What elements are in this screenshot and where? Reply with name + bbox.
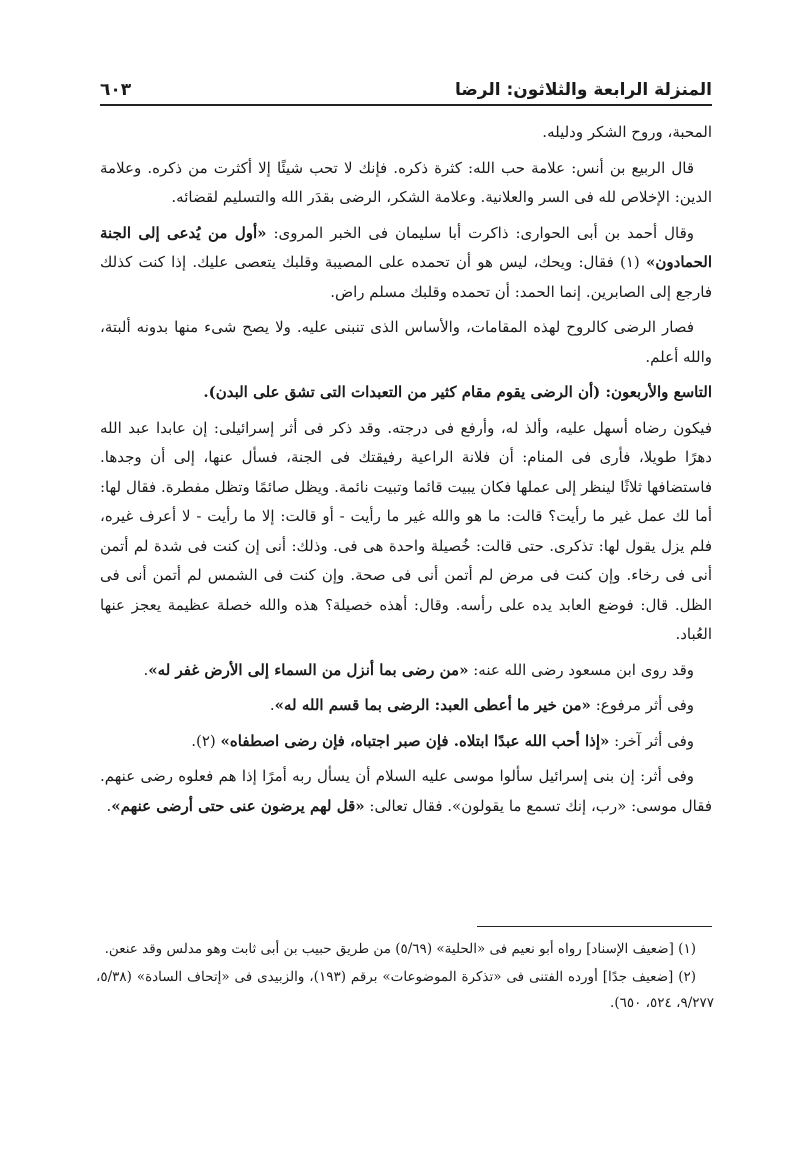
footnote-divider xyxy=(477,926,712,927)
hadith-quote: «من رضى بما أنزل من السماء إلى الأرض غفر له» xyxy=(148,660,469,679)
page-number: ٦٠٣ xyxy=(100,80,132,100)
section-heading xyxy=(100,378,712,408)
hadith-quote: «إذا أحب الله عبدًا ابتلاه. فإن صبر اجتباه، فإن رضى اصطفاه» xyxy=(220,731,610,750)
paragraph xyxy=(100,691,712,721)
paragraph xyxy=(100,219,712,308)
paragraph-text: فصار الرضى كالروح لهذه المقامات، والأساس الذى تنبنى عليه. ولا يصح شىء منها بدونه ألبتة، والله أعلم. xyxy=(100,318,712,366)
paragraph-lead: وفى أثر مرفوع: xyxy=(590,696,694,714)
paragraph xyxy=(100,762,712,821)
paragraph-rest: . xyxy=(143,660,149,679)
footnote: (٢) [ضعيف جدًا] أورده الفتنى فى «تذكرة الموضوعات» برقم (١٩٣)، والزبيدى فى «إتحاف السادة» (٥/٣٨، ٩/٢٧٧، ٥٢٤، ٦٥٠). xyxy=(96,969,714,1011)
paragraph-rest: . xyxy=(269,696,275,714)
paragraph-text: المحبة، وروح الشكر ودليله. xyxy=(542,123,712,141)
hadith-quote: «قل لهم يرضون عنى حتى أرضى عنهم» xyxy=(111,796,365,815)
paragraph-rest: (٢). xyxy=(191,731,221,750)
chapter-title: المنزلة الرابعة والثلاثون: الرضا xyxy=(454,80,712,100)
paragraph xyxy=(100,313,712,372)
paragraph xyxy=(100,414,712,650)
paragraph xyxy=(100,154,712,213)
paragraph-lead: وقد روى ابن مسعود رضى الله عنه: xyxy=(468,660,694,679)
paragraph-lead: وقال أحمد بن أبى الحوارى: ذاكرت أبا سليمان فى الخبر المروى: xyxy=(266,223,694,242)
paragraph-rest: . xyxy=(106,796,112,815)
paragraph-rest: (١) فقال: ويحك، ليس هو أن تحمده على المصيبة وقلبك يتعصى عليك. إذا كنت كذلك فارجع إلى الصابرين. إنما الحمد: أن تحمده وقلبك مسلم راض. xyxy=(100,253,712,301)
footnote: (١) [ضعيف الإسناد] رواه أبو نعيم فى «الحلية» (٥/٦٩) من طريق حبيب بن أبى ثابت وهو مدلس وقد عنعن. xyxy=(104,941,696,957)
paragraph-lead: وفى أثر: إن بنى إسرائيل سألوا موسى عليه السلام أن يسأل ربه أمرًا إذا هم فعلوه رضى عنهم. فقال موسى: «رب، إنك تسمع ما يقولون». فقال تعالى: xyxy=(100,767,712,815)
hadith-quote: «أول من يُدعى إلى الجنة الحمادون» xyxy=(100,223,713,271)
paragraph xyxy=(100,118,712,148)
hadith-quote: «من خير ما أعطى العبد: الرضى بما قسم الله له» xyxy=(274,696,591,714)
heading-text: التاسع والأربعون: (أن الرضى يقوم مقام كثير من التعبدات التى تشق على البدن). xyxy=(203,383,712,401)
paragraph-lead: وفى أثر آخر: xyxy=(609,731,694,750)
main-text xyxy=(100,118,712,827)
running-header xyxy=(100,72,712,106)
paragraph-text: قال الربيع بن أنس: علامة حب الله: كثرة ذكره. فإنك لا تحب شيئًا إلا أكثرت من ذكره. وعلامة الدين: الإخلاص لله فى السر والعلانية. وعلامة الشكر، الرضى بقدَر الله والتسليم لقضائه. xyxy=(100,158,712,206)
paragraph-text: فيكون رضاه أسهل عليه، وألذ له، وأرفع فى درجته. وقد ذكر فى أثر إسرائيلى: إن عابدا عبد الله دهرًا طويلا، فأرى فى المنام: أن فلانة الراعية رفيقتك فى الجنة، فسأل عنها، إلى أن وجدها. فاستضافها ثلاثًا لينظر إلى عملها فكان يبيت قائما وتبيت نائمة. ويظل صائمًا وتظل مفطرة. فقال لها: أما لك عمل غير ما رأيت؟ قالت: ما هو والله غير ما رأيت - أو قالت: إلا ما رأيت - لا أعرف غيره، فلم يزل يقول لها: تذكرى. حتى قالت: خُصيلة واحدة هى فى. وذلك: أنى إن كنت فى شدة لم أتمن أنى فى رخاء. وإن كنت فى مرض لم أتمن أنى فى صحة. وإن كنت فى الشمس لم أتمن أنى فى الظل. قال: فوضع العابد يده على رأسه. وقال: أهذه خصيلة؟ هذه والله خصلة عظيمة يعجز عنها العُباد. xyxy=(100,418,712,643)
paragraph xyxy=(100,727,712,757)
footnotes xyxy=(96,936,714,1018)
paragraph xyxy=(100,656,712,686)
